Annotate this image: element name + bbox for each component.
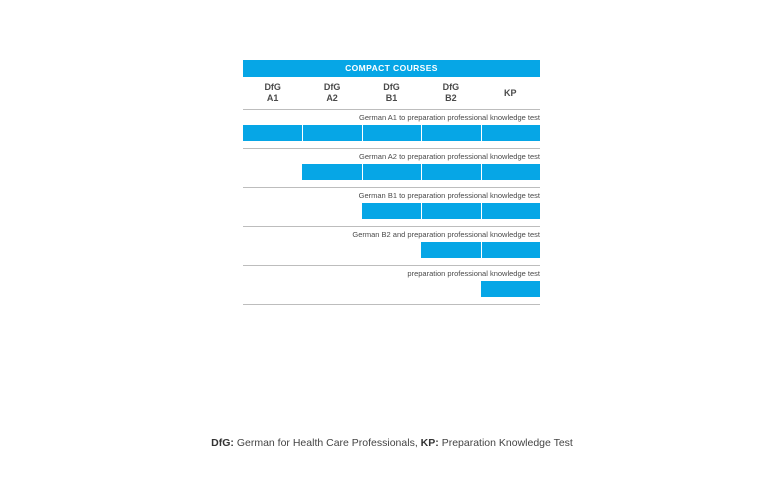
level-dfg-b2 — [421, 77, 480, 109]
course-level-segment — [481, 203, 540, 219]
course-level-segment — [243, 125, 302, 141]
course-level-segment — [481, 125, 540, 141]
course-bar — [481, 281, 540, 297]
course-row-a2 — [243, 149, 540, 188]
course-label: German B2 and preparation professional knowledge test — [352, 230, 540, 239]
course-level-segment — [362, 203, 421, 219]
level-header-row — [243, 77, 540, 110]
level-prefix: DfG — [323, 82, 341, 92]
course-row-b1 — [243, 188, 540, 227]
course-level-segment — [421, 164, 480, 180]
course-level-segment — [362, 164, 421, 180]
level-kp — [481, 77, 540, 109]
footnote-def-kp: Preparation Knowledge Test — [441, 437, 573, 449]
course-level-segment — [481, 242, 540, 258]
diagram-title: COMPACT COURSES — [243, 60, 540, 77]
level-dfg-a1 — [243, 77, 302, 109]
course-label: German B1 to preparation professional knowledge test — [358, 191, 540, 200]
course-bar — [362, 203, 540, 219]
course-level-segment — [421, 203, 480, 219]
course-row-kp — [243, 266, 540, 305]
level-dfg-a2 — [302, 77, 361, 109]
course-label: German A2 to preparation professional knowledge test — [359, 152, 540, 161]
course-row-a1 — [243, 110, 540, 149]
course-level-segment — [421, 125, 480, 141]
course-level-segment — [302, 125, 361, 141]
level-dfg-b1 — [362, 77, 421, 109]
course-level-segment — [481, 281, 540, 297]
compact-courses-diagram — [243, 60, 540, 305]
course-level-segment — [362, 125, 421, 141]
level-prefix: KP — [504, 87, 517, 98]
level-code: B1 — [385, 93, 398, 103]
level-code: A1 — [266, 93, 279, 103]
course-bar — [421, 242, 540, 258]
course-label: preparation professional knowledge test — [407, 269, 540, 278]
course-row-b2 — [243, 227, 540, 266]
level-code: B2 — [445, 93, 457, 103]
course-label: German A1 to preparation professional knowledge test — [359, 113, 540, 122]
course-bar — [302, 164, 540, 180]
legend-footnote — [0, 437, 784, 449]
footnote-def-dfg: German for Health Care Professionals, — [236, 437, 418, 449]
course-level-segment — [481, 164, 540, 180]
course-level-segment — [421, 242, 480, 258]
level-prefix: DfG — [383, 82, 400, 92]
level-prefix: DfG — [264, 82, 281, 92]
level-prefix: DfG — [442, 82, 460, 92]
course-bar — [243, 125, 540, 141]
level-code: A2 — [326, 93, 338, 103]
footnote-abbr-dfg: DfG: — [211, 437, 234, 449]
footnote-abbr-kp: KP: — [420, 437, 439, 449]
course-level-segment — [302, 164, 361, 180]
